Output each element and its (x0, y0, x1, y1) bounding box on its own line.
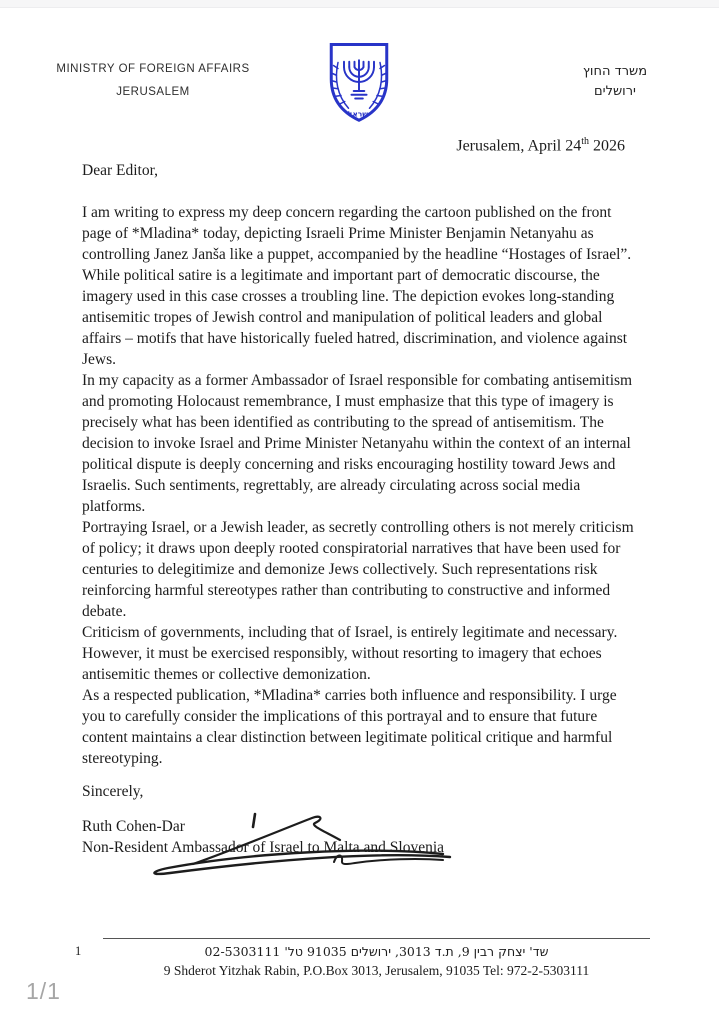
address-english: 9 Shderot Yitzhak Rabin, P.O.Box 3013, Jerusalem, 91035 Tel: 972-2-5303111 (163, 963, 590, 978)
ministry-name: MINISTRY OF FOREIGN AFFAIRS (56, 63, 250, 75)
closing: Sincerely, (82, 783, 144, 800)
letter-footer (75, 938, 650, 980)
footnote-number: 1 (75, 944, 82, 958)
page-indicator: 1/1 (26, 978, 61, 1004)
ministry-header-hebrew (560, 62, 670, 102)
israel-state-emblem-icon (320, 40, 398, 124)
emblem-hebrew-label: ישראל (347, 109, 371, 119)
address-hebrew: שד' יצחק רבין 9, ת.ד 3013, ירושלים 91035 טל' 02-5303111 (204, 944, 549, 959)
signer-title: Non-Resident Ambassador of Israel to Malta and Slovenia (82, 839, 445, 856)
dateline-year: 2026 (589, 137, 625, 155)
dateline (82, 136, 625, 155)
paragraph: Portraying Israel, or a Jewish leader, as secretly controlling others is not merely criticism of policy; it draws upon deeply rooted conspiratorial narratives that have been used for centuries to delegitimize and demonize Jews collectively. Such representations risk reinforcing harmful stereotypes rather than contributing to constructive and informed debate. (82, 519, 634, 620)
letter-body (82, 160, 642, 858)
paragraph: While political satire is a legitimate and important part of democratic discourse, the imagery used in this case crosses a troubling line. The depiction evokes long-standing antisemitic tropes of Jewish control and manipulation of political leaders and global affairs – motifs that have historically fueled hatred, discrimination, and violence against Jews. (82, 267, 628, 368)
ministry-header (42, 58, 264, 104)
paragraph: I am writing to express my deep concern regarding the cartoon published on the front page of *Mladina* today, depicting Israeli Prime Minister Benjamin Netanyahu as controlling Janez Janša like a puppet, accompanied by the headline “Hostages of Israel”. (82, 204, 632, 263)
ministry-city: JERUSALEM (116, 86, 190, 98)
dateline-city-day: Jerusalem, April 24 (456, 137, 582, 155)
signature-icon (138, 806, 468, 884)
ministry-name-hebrew: משרד החוץ (582, 64, 648, 79)
footer-addresses (103, 938, 650, 980)
viewer-top-edge (0, 0, 719, 8)
ministry-city-hebrew: ירושלים (594, 84, 636, 99)
dateline-ordinal: th (581, 136, 589, 147)
signer-name: Ruth Cohen-Dar (82, 818, 185, 835)
paragraph: Criticism of governments, including that of Israel, is entirely legitimate and necessary. However, it must be exercised responsibly, without resorting to imagery that echoes antisemitic themes or collective demonization. (82, 624, 618, 683)
paragraph: As a respected publication, *Mladina* carries both influence and responsibility. I urge you to carefully consider the implications of this portrayal and to ensure that future content maintains a clear distinction between legitimate political critique and harmful stereotyping. (82, 687, 617, 767)
paragraph: In my capacity as a former Ambassador of Israel responsible for combating antisemitism and promoting Holocaust remembrance, I must emphasize that this type of imagery is precisely what has been identified as contributing to the spread of antisemitism. The decision to invoke Israel and Prime Minister Netanyahu within the context of an internal political dispute is deeply concerning and risks encouraging hostility toward Jews and Israelis. Such sentiments, regrettably, are already circulating across social media platforms. (82, 372, 633, 515)
salutation: Dear Editor, (82, 162, 158, 179)
